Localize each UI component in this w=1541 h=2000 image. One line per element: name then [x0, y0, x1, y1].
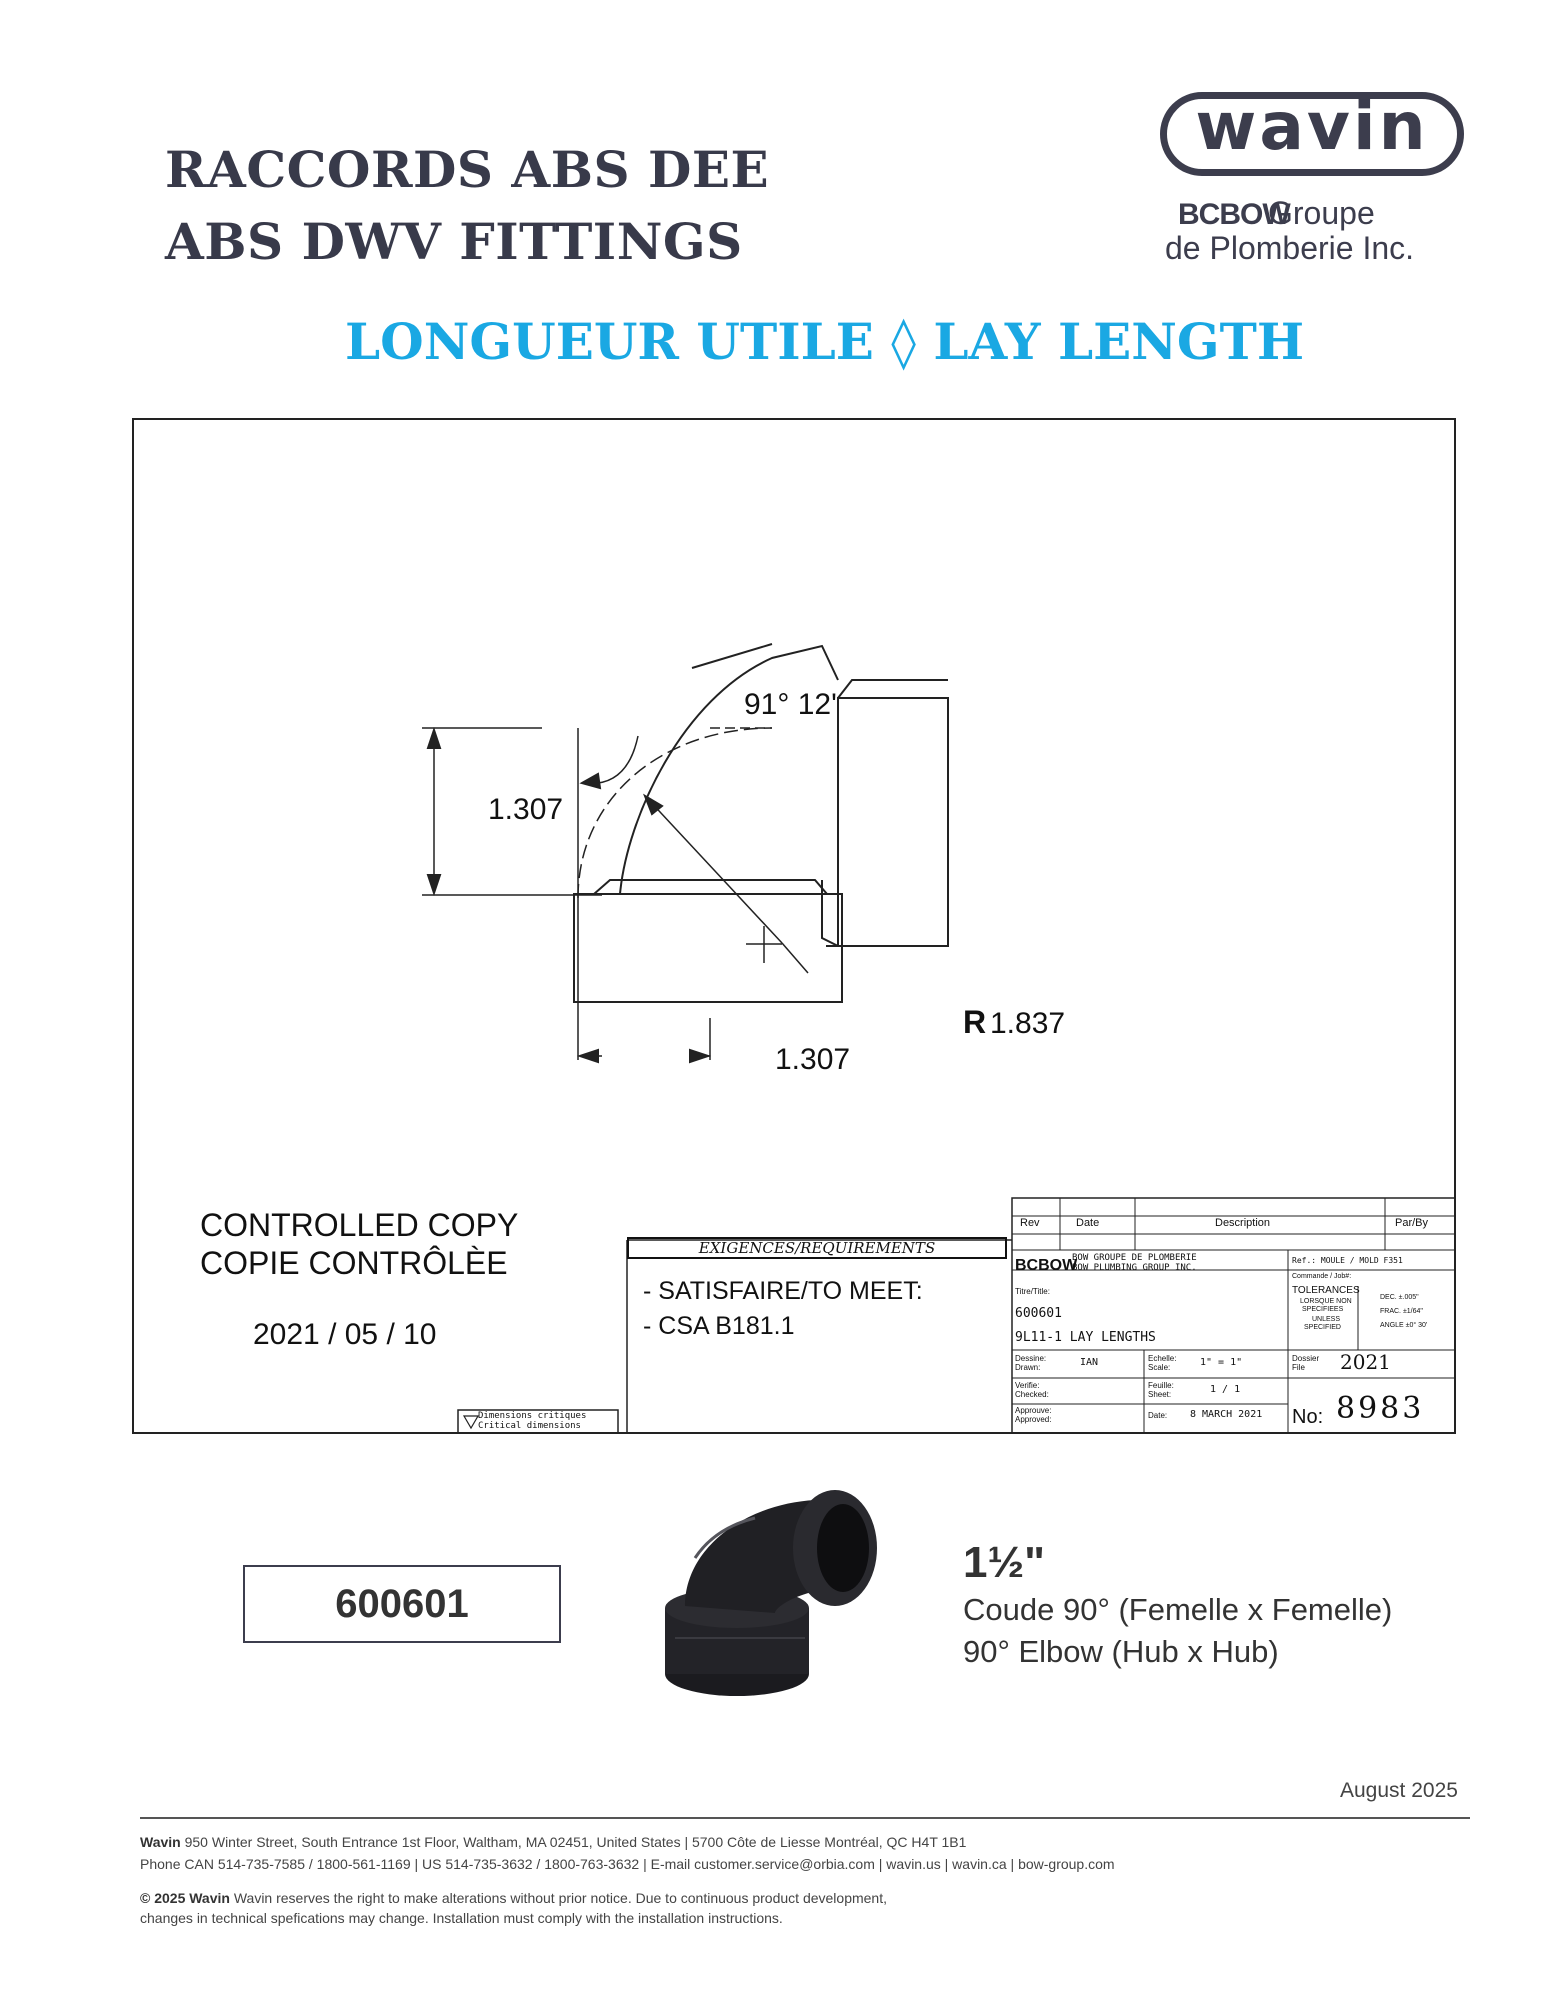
product-size: 1½": [963, 1538, 1046, 1587]
tb-tol-dec: DEC. ±.005": [1380, 1294, 1419, 1301]
tb-title-value-2: 9L11-1 LAY LENGTHS: [1015, 1330, 1156, 1345]
controlled-copy-fr: COPIE CONTRÔLÈE: [200, 1245, 508, 1281]
tb-order: Commande / Job#:: [1292, 1273, 1352, 1280]
tb-scale-value: 1" = 1": [1200, 1357, 1243, 1368]
vertical-dimension: 1.307: [488, 793, 564, 826]
radius-prefix: R: [963, 1004, 987, 1040]
footer-company: Wavin: [140, 1834, 181, 1850]
tb-col-by: Par/By: [1395, 1217, 1429, 1229]
radius-dimension: 1.837: [990, 1007, 1066, 1040]
tb-no-label: No:: [1292, 1406, 1324, 1428]
tb-tol-fr2: SPECIFIEES: [1302, 1306, 1344, 1313]
controlled-copy-en: CONTROLLED COPY: [200, 1207, 519, 1243]
tb-checked-label: Verifie: Checked:: [1015, 1381, 1049, 1399]
critical-dimensions-label: [478, 1411, 586, 1431]
footer-address: 950 Winter Street, South Entrance 1st Floor, Waltham, MA 02451, United States | 5700 Côte de Liesse Montréal, QC H4T 1B1: [184, 1834, 967, 1850]
page-title-en: ABS DWV FITTINGS: [165, 212, 743, 271]
document-date: August 2025: [1340, 1779, 1458, 1802]
page-subtitle: LONGUEUR UTILE ◊ LAY LENGTH: [345, 312, 1305, 371]
bow-logo-mark: BCBOW: [1178, 198, 1290, 231]
tb-tol-fr1: LORSQUE NON: [1300, 1298, 1352, 1305]
page-title-fr: RACCORDS ABS DEE: [165, 140, 770, 199]
tb-tol-en1: UNLESS: [1312, 1316, 1341, 1323]
tb-col-date: Date: [1076, 1217, 1100, 1229]
tb-drawn-label: Dessine: Drawn:: [1015, 1354, 1047, 1372]
requirement-1: - SATISFAIRE/TO MEET:: [643, 1277, 923, 1305]
tb-file-label: Dossier File: [1292, 1354, 1320, 1372]
bottom-hub-outline: [574, 894, 842, 1002]
tb-scale-label: Echelle: Scale:: [1148, 1354, 1177, 1372]
tb-tol-angle: ANGLE ±0° 30': [1380, 1322, 1428, 1329]
footer-address-line: [140, 1834, 966, 1850]
tb-sheet-value: 1 / 1: [1210, 1384, 1241, 1395]
tb-col-rev: Rev: [1020, 1217, 1040, 1229]
product-description-fr: Coude 90° (Femelle x Femelle): [963, 1592, 1393, 1627]
angle-label: 91° 12': [744, 688, 837, 721]
group-name-line2: de Plomberie Inc.: [1165, 230, 1415, 266]
footer-notice-line1: [140, 1890, 887, 1906]
product-description-en: 90° Elbow (Hub x Hub): [963, 1634, 1279, 1669]
tb-file-value: 2021: [1340, 1350, 1391, 1374]
tb-date-value: 8 MARCH 2021: [1190, 1409, 1263, 1420]
tb-date-label: Date:: [1148, 1411, 1168, 1420]
tb-tolerances: TOLERANCES: [1292, 1285, 1360, 1296]
elbow-product-photo: [655, 1488, 885, 1700]
tb-approved-label: Approuve: Approved:: [1015, 1406, 1052, 1424]
critical-dims-en: Critical dimensions: [478, 1421, 581, 1431]
part-number-box: 600601: [243, 1565, 561, 1643]
tb-company-fr: BOW GROUPE DE PLOMBERIE: [1072, 1253, 1197, 1263]
tb-title-value-1: 600601: [1015, 1306, 1062, 1321]
tb-title-label: Titre/Title:: [1015, 1287, 1050, 1296]
footer-divider: [140, 1817, 1470, 1819]
right-hub-outline: [838, 698, 948, 946]
tb-bow-mark: BCBOW: [1015, 1257, 1078, 1274]
tb-tol-frac: FRAC. ±1/64": [1380, 1308, 1423, 1315]
critical-dims-fr: Dimensions critiques: [478, 1411, 587, 1421]
group-name-line1: Groupe: [1268, 195, 1375, 231]
tb-company-en: BOW PLUMBING GROUP INC.: [1072, 1263, 1197, 1273]
footer-copyright: © 2025 Wavin: [140, 1890, 230, 1906]
requirement-2: - CSA B181.1: [643, 1312, 795, 1340]
requirements-header: EXIGENCES/REQUIREMENTS: [627, 1237, 1007, 1259]
tb-col-description: Description: [1215, 1217, 1271, 1229]
footer-notice-1: Wavin reserves the right to make alterations without prior notice. Due to continuous product development,: [233, 1890, 887, 1906]
footer-contact: Phone CAN 514-735-7585 / 1800-561-1169 | US 514-735-3632 / 1800-763-3632 | E-mail customer.service@orbia.com | wavin.us | wavin.ca | bow-group.com: [140, 1856, 1115, 1872]
tb-no-value: 8983: [1336, 1391, 1425, 1426]
tb-sheet-label: Feuille: Sheet:: [1148, 1381, 1174, 1399]
horizontal-dimension: 1.307: [775, 1043, 851, 1076]
tb-drawn-value: IAN: [1080, 1357, 1099, 1368]
controlled-date: 2021 / 05 / 10: [253, 1318, 437, 1351]
wavin-logo: wavin: [1195, 88, 1429, 165]
footer-notice-2: changes in technical spefications may change. Installation must comply with the installation instructions.: [140, 1910, 783, 1926]
tb-ref: Ref.: MOULE / MOLD F351: [1292, 1256, 1403, 1265]
tb-tol-en2: SPECIFIED: [1304, 1324, 1341, 1331]
elbow-outer-curve: [620, 646, 838, 894]
